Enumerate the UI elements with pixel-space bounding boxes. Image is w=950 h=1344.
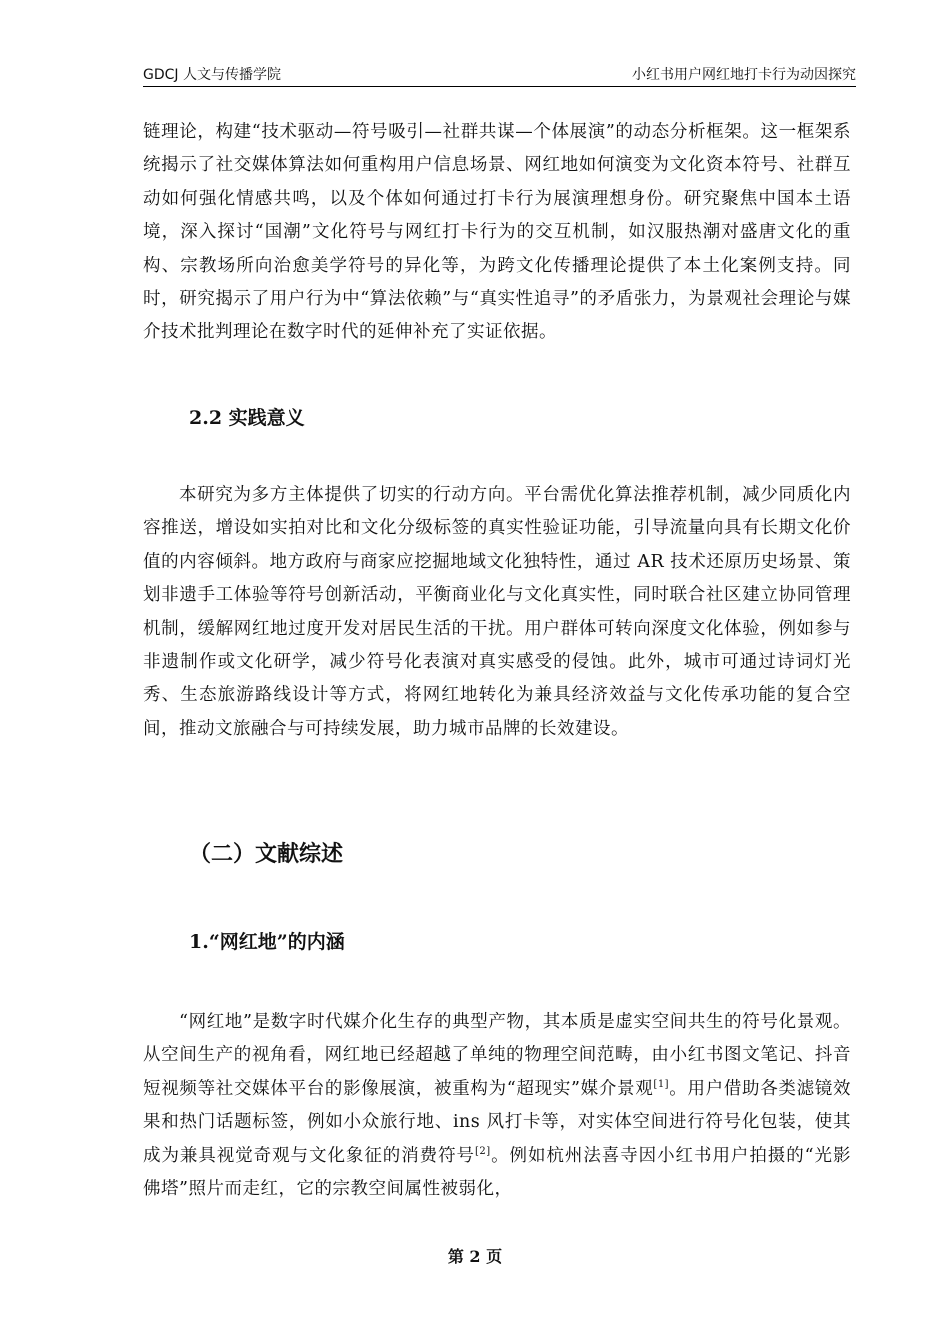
paragraph-practical-significance: 本研究为多方主体提供了切实的行动方向。平台需优化算法推荐机制，减少同质化内容推送，增设如实拍对比和文化分级标签的真实性验证功能，引导流量向具有长期文化价值的内容倾斜。地方政府与商家应挖掘地域文化独特性，通过 AR 技术还原历史场景、策划非遗手工体验等符号创新活动，平衡商业化与文化真实性，同时联合社区建立协同管理机制，缓解网红地过度开发对居民生活的干扰。用户群体可转向深度文化体验，例如参与非遗制作或文化研学，减少符号化表演对真实感受的侵蚀。此外，城市可通过诗词灯光秀、生态旅游路线设计等方式，将网红地转化为兼具经济效益与文化传承功能的复合空间，推动文旅融合与可持续发展，助力城市品牌的长效建设。 [143,485,851,739]
paragraph-connotation-part2: 。用户借助各类滤镜效果和热门话题标签，例如小众旅行地、ins 风打卡等，对实体空间进行符号化包装，使其成为兼具视觉奇观与文化象征的消费符号 [143,1078,851,1166]
page-number: 第 2 页 [447,1247,503,1266]
header-institution: GDCJ 人文与传播学院 [143,67,281,83]
paragraph-theory-significance: 链理论，构建“技术驱动—符号吸引—社群共谋—个体展演”的动态分析框架。这一框架系统揭示了社交媒体算法如何重构用户信息场景、网红地如何演变为文化资本符号、社群互动如何强化情感共鸣，以及个体如何通过打卡行为展演理想身份。研究聚焦中国本土语境，深入探讨“国潮”文化符号与网红打卡行为的交互机制，如汉服热潮对盛唐文化的重构、宗教场所向治愈美学符号的异化等，为跨文化传播理论提供了本土化案例支持。同时，研究揭示了用户行为中“算法依赖”与“真实性追寻”的矛盾张力，为景观社会理论与媒介技术批判理论在数字时代的延伸补充了实证依据。 [143,122,851,343]
paragraph-connotation-part1: “网红地”是数字时代媒介化生存的典型产物，其本质是虚实空间共生的符号化景观。从空间生产的视角看，网红地已经超越了单纯的物理空间范畴，由小红书图文笔记、抖音短视频等社交媒体平台的影像展演，被重构为“超现实”媒介景观 [143,1012,851,1099]
citation-2[interactable]: [2] [475,1145,491,1157]
heading-practical-significance: 2.2 实践意义 [189,407,305,429]
paragraph-connotation-part3: 。例如杭州法喜寺因小红书用户拍摄的“光影佛塔”照片而走红，它的宗教空间属性被弱化， [143,1145,851,1200]
citation-1[interactable]: [1] [653,1078,670,1090]
paragraph-connotation [143,1006,851,1206]
header-paper-title: 小红书用户网红地打卡行为动因探究 [632,67,856,83]
heading-literature-review: （二）文献综述 [189,842,344,867]
heading-connotation: 1.“网红地”的内涵 [189,931,345,953]
page-header [143,66,856,87]
